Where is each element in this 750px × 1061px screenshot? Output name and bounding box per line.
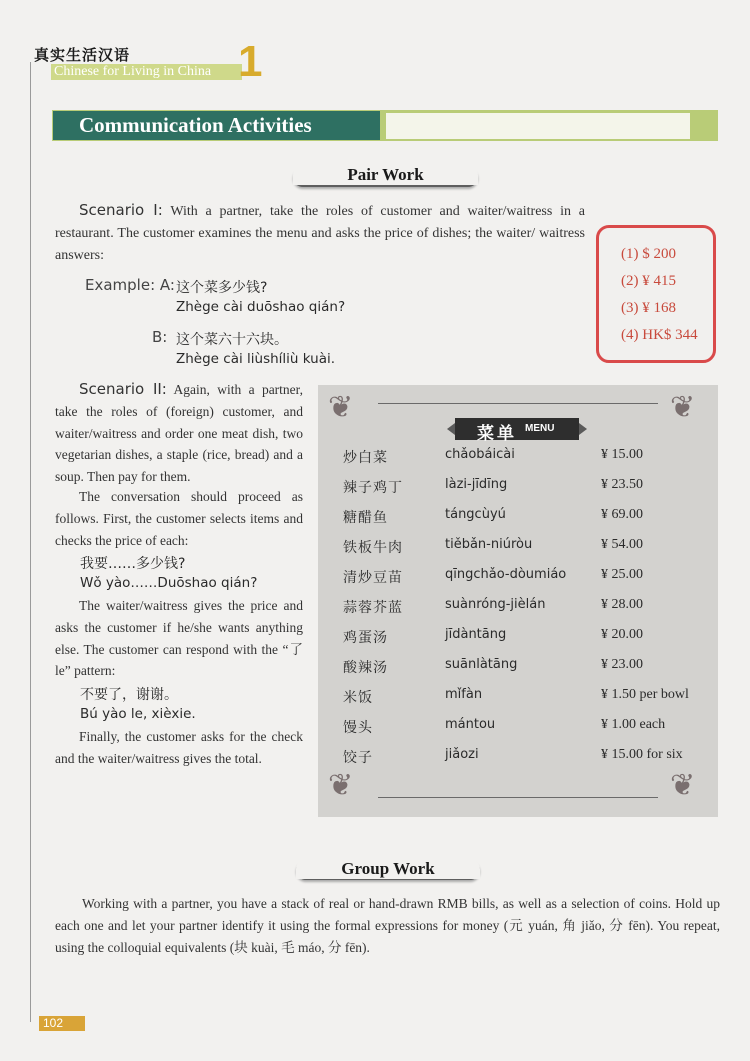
scenario-2-paragraph xyxy=(55,379,303,488)
section-title: Communication Activities xyxy=(53,111,380,140)
book-title-english: Chinese for Living in China xyxy=(51,64,242,80)
menu-item-pinyin: qīngchǎo-dòumiáo xyxy=(445,567,567,582)
menu-item-chinese: 饺子 xyxy=(343,750,373,766)
menu-title-english: MENU xyxy=(525,423,555,434)
chapter-number: 1 xyxy=(238,37,263,86)
menu-item xyxy=(318,477,718,501)
menu-item-price: ¥ 1.50 per bowl xyxy=(601,687,689,702)
menu-item-price: ¥ 1.00 each xyxy=(601,717,666,732)
menu-item-price: ¥ 25.00 xyxy=(601,567,643,582)
ornament-bottom-right-icon: ❦ xyxy=(670,768,696,803)
section-banner-blank xyxy=(386,113,690,139)
answer-2: (2) ¥ 415 xyxy=(621,273,676,289)
menu-item xyxy=(318,627,718,651)
scenario-1-label: Scenario I: xyxy=(79,201,163,219)
menu-item xyxy=(318,567,718,591)
menu-item-pinyin: mǐfàn xyxy=(445,687,483,702)
menu-item-price: ¥ 15.00 xyxy=(601,447,643,462)
menu-top-rule xyxy=(378,403,658,404)
menu-item-chinese: 铁板牛肉 xyxy=(343,540,403,556)
menu-item xyxy=(318,687,718,711)
menu-item xyxy=(318,717,718,741)
scenario-2-text-3: The waiter/waitress gives the price and asks the customer if he/she wants anything else. The customer can respond with the “了 le” pattern: xyxy=(55,598,303,679)
menu-title-chinese: 菜单 xyxy=(477,424,517,444)
menu-item xyxy=(318,597,718,621)
answer-4: (4) HK$ 344 xyxy=(621,327,698,343)
menu-item-price: ¥ 23.00 xyxy=(601,657,643,672)
menu-item-pinyin: suānlàtāng xyxy=(445,657,518,672)
example-a-pinyin: Zhège cài duōshao qián? xyxy=(176,299,346,315)
menu-item-chinese: 清炒豆苗 xyxy=(343,570,403,586)
menu-item-chinese: 米饭 xyxy=(343,690,373,706)
page-number: 102 xyxy=(39,1016,85,1031)
example-b-pinyin: Zhège cài liùshíliù kuài. xyxy=(176,351,336,367)
scenario-1-text: With a partner, take the roles of customer and waiter/waitress in a restaurant. The customer examines the menu and asks the price of dishes; the waiter/ waitress answers: xyxy=(55,204,586,263)
menu-item-chinese: 炒白菜 xyxy=(343,450,388,466)
scenario-2-text-2: The conversation should proceed as follows. First, the customer selects items and checks the price of each: xyxy=(55,489,303,548)
menu-item-chinese: 蒜蓉芥蓝 xyxy=(343,600,403,616)
menu-item-price: ¥ 69.00 xyxy=(601,507,643,522)
example-a-chinese: 这个菜多少钱? xyxy=(176,280,268,296)
menu-item-pinyin: làzi-jīdīng xyxy=(445,477,508,492)
scenario-2-question-pinyin: Wǒ yào……Duōshao qián? xyxy=(80,575,258,591)
example-b-chinese: 这个菜六十六块。 xyxy=(176,332,288,348)
margin-rule xyxy=(30,62,31,1022)
menu-item-price: ¥ 23.50 xyxy=(601,477,643,492)
scenario-2-question-chinese: 我要……多少钱? xyxy=(80,556,186,572)
scenario-2-text-1: Again, with a partner, take the roles of (foreign) customer, and waiter/waitress and order one meat dish, two vegetarian dishes, a staple (rice, bread) and a soup. Then pay for them. xyxy=(55,382,303,485)
menu-title-banner xyxy=(455,418,579,444)
ornament-bottom-left-icon: ❦ xyxy=(328,768,354,803)
answer-3: (3) ¥ 168 xyxy=(621,300,676,316)
group-work-heading: Group Work xyxy=(296,859,480,879)
menu-item-chinese: 辣子鸡丁 xyxy=(343,480,403,496)
menu-item-chinese: 糖醋鱼 xyxy=(343,510,388,526)
ornament-top-right-icon: ❦ xyxy=(670,390,696,425)
menu-item-chinese: 酸辣汤 xyxy=(343,660,388,676)
menu-card xyxy=(318,385,718,817)
menu-item-price: ¥ 54.00 xyxy=(601,537,643,552)
menu-item-price: ¥ 28.00 xyxy=(601,597,643,612)
menu-bottom-rule xyxy=(378,797,658,798)
menu-item-pinyin: tiěbǎn-niúròu xyxy=(445,537,533,552)
scenario-2-text-4: Finally, the customer asks for the check and the waiter/waitress gives the total. xyxy=(55,729,303,766)
menu-item-price: ¥ 15.00 for six xyxy=(601,747,683,762)
menu-item xyxy=(318,657,718,681)
scenario-1-paragraph xyxy=(55,199,585,267)
menu-item-pinyin: jiǎozi xyxy=(445,747,479,762)
menu-item-pinyin: mántou xyxy=(445,717,496,732)
menu-item xyxy=(318,747,718,771)
menu-item xyxy=(318,447,718,471)
menu-item-chinese: 鸡蛋汤 xyxy=(343,630,388,646)
menu-item xyxy=(318,537,718,561)
example-label: Example: A: xyxy=(85,276,175,294)
pair-work-heading: Pair Work xyxy=(293,165,478,185)
group-work-text: Working with a partner, you have a stack of real or hand-drawn RMB bills, as well as a selection of coins. Hold up each one and let your partner identify it using the formal expressions for money (元 yuán, 角 jiǎo, 分 fēn). You repeat, using the colloquial equivalents (块 kuài, 毛 máo, 分 fēn). xyxy=(55,896,720,955)
menu-item-pinyin: suànróng-jièlán xyxy=(445,597,546,612)
menu-item-price: ¥ 20.00 xyxy=(601,627,643,642)
menu-item-pinyin: jīdàntāng xyxy=(445,627,507,642)
example-b-label: B: xyxy=(152,328,168,346)
answer-1: (1) $ 200 xyxy=(621,246,676,262)
scenario-2-label: Scenario II: xyxy=(79,380,167,398)
menu-item-chinese: 馒头 xyxy=(343,720,373,736)
answers-box xyxy=(596,225,716,363)
scenario-2-reply-pinyin: Bú yào le, xièxie. xyxy=(80,706,196,722)
book-title-chinese: 真实生活汉语 xyxy=(34,46,131,64)
scenario-2-reply-chinese: 不要了，谢谢。 xyxy=(80,687,178,703)
menu-item-pinyin: tángcùyú xyxy=(445,507,506,522)
ornament-top-left-icon: ❦ xyxy=(328,390,354,425)
menu-item xyxy=(318,507,718,531)
menu-item-pinyin: chǎobáicài xyxy=(445,447,515,462)
